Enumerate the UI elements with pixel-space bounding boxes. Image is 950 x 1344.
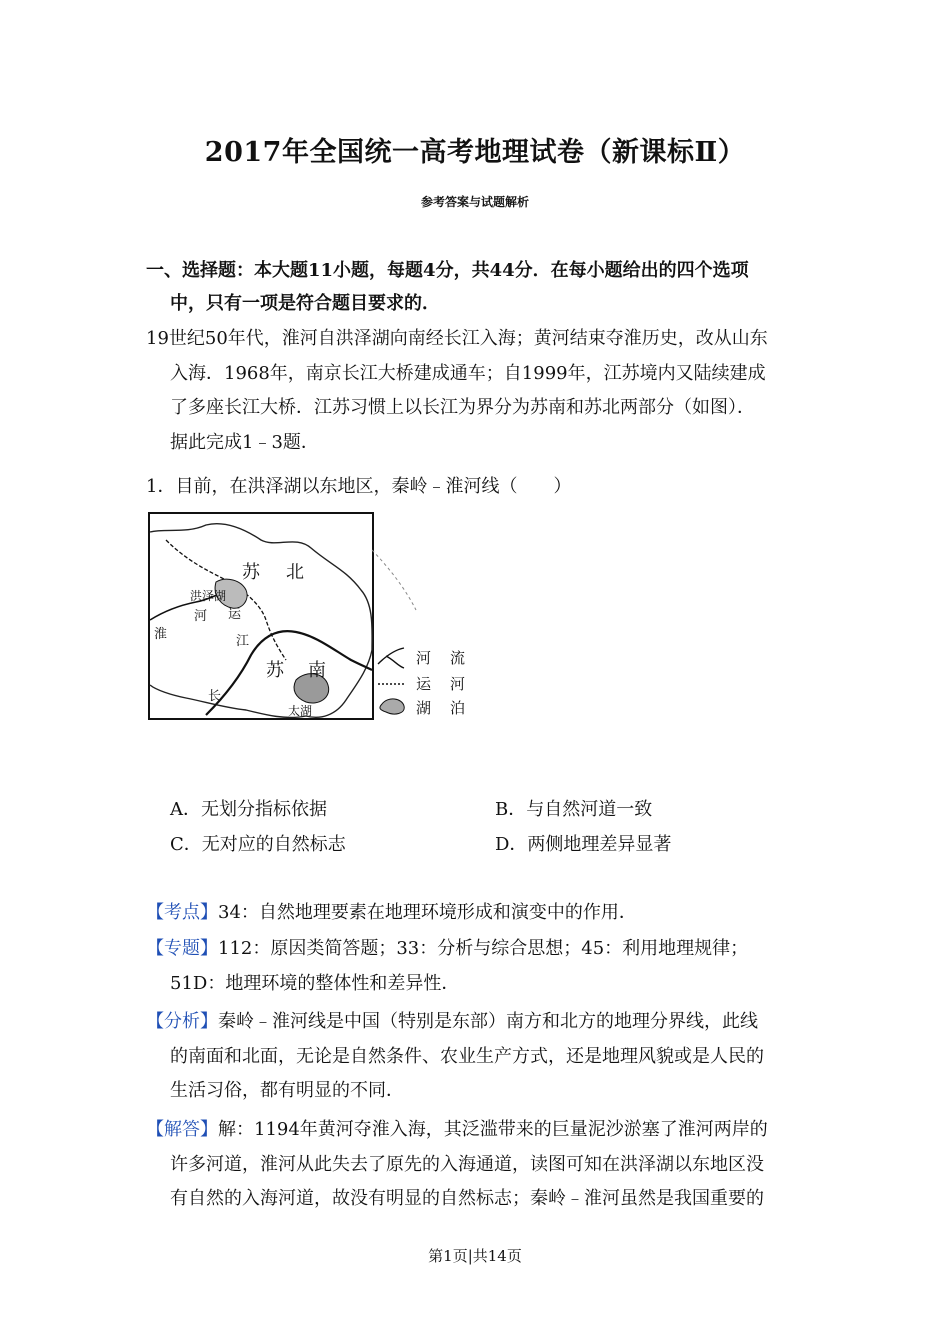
page-title: 2017年全国统一高考地理试卷（新课标Ⅱ） bbox=[204, 137, 746, 168]
zhuanti-text: 51D：地理环境的整体性和差异性． bbox=[170, 972, 460, 994]
zhuanti-block bbox=[146, 932, 816, 1001]
label-su-north: 苏 bbox=[242, 562, 260, 583]
legend-lake-icon bbox=[380, 699, 404, 714]
label-taihu: 太湖 bbox=[288, 704, 313, 718]
legend-river-label: 流 bbox=[450, 649, 466, 667]
label-river: 河 bbox=[194, 609, 208, 624]
label-chang: 长 bbox=[208, 689, 222, 704]
section-heading bbox=[146, 254, 816, 320]
intro-line: 入海．1968年，南京长江大桥建成通车；自1999年，江苏境内又陆续建成 bbox=[170, 362, 766, 384]
legend-canal-label: 运 bbox=[416, 675, 432, 693]
label-jiang: 江 bbox=[236, 634, 250, 649]
jieda-text: 许多河道，淮河从此失去了原先的入海通道，读图可知在洪泽湖以东地区没 bbox=[170, 1153, 764, 1175]
label-su-north: 北 bbox=[286, 562, 304, 583]
label-yun: 运 bbox=[228, 607, 242, 622]
fenxi-block bbox=[146, 1005, 816, 1109]
legend-lake-label: 湖 bbox=[416, 699, 432, 717]
fenxi-text: 生活习俗，都有明显的不同． bbox=[170, 1080, 404, 1101]
kaodian-tag: 【考点】 bbox=[146, 902, 218, 923]
option-c[interactable]: C．无对应的自然标志 bbox=[170, 834, 346, 855]
option-b[interactable]: B．与自然河道一致 bbox=[495, 799, 653, 820]
label-su-south: 苏 bbox=[266, 660, 284, 681]
fenxi-text: 秦岭﹣淮河线是中国（特别是东部）南方和北方的地理分界线，此线 bbox=[218, 1011, 758, 1032]
fenxi-tag: 【分析】 bbox=[146, 1011, 218, 1032]
label-su-south: 南 bbox=[308, 660, 326, 681]
kaodian-text: 34：自然地理要素在地理环境形成和演变中的作用． bbox=[218, 902, 637, 923]
intro-line: 19世纪50年代，淮河自洪泽湖向南经长江入海；黄河结束夺淮历史，改从山东 bbox=[146, 328, 768, 349]
label-hongze: 洪泽湖 bbox=[190, 589, 227, 603]
question-stem bbox=[146, 470, 816, 505]
legend-river-icon bbox=[378, 648, 404, 668]
question-text: 1．目前，在洪泽湖以东地区，秦岭﹣淮河线（ ） bbox=[146, 476, 572, 497]
intro-line: 据此完成1﹣3题． bbox=[170, 431, 319, 453]
page-subtitle: 参考答案与试题解析 bbox=[420, 195, 529, 209]
intro-paragraph bbox=[146, 322, 816, 460]
yangtze-river bbox=[206, 631, 372, 715]
legend-canal-label: 河 bbox=[450, 675, 466, 693]
jieda-tag: 【解答】 bbox=[146, 1119, 218, 1140]
fenxi-text: 的南面和北面，无论是自然条件、农业生产方式，还是地理风貌或是人民的 bbox=[170, 1045, 764, 1067]
zhuanti-tag: 【专题】 bbox=[146, 938, 218, 959]
jieda-text: 解：1194年黄河夺淮入海，其泛滥带来的巨量泥沙淤塞了淮河两岸的 bbox=[218, 1119, 768, 1140]
option-d[interactable]: D．两侧地理差异显著 bbox=[495, 834, 672, 855]
option-a[interactable]: A．无划分指标依据 bbox=[170, 799, 327, 820]
map-frame bbox=[149, 513, 373, 719]
legend-river-label: 河 bbox=[416, 649, 432, 667]
kaodian-block bbox=[146, 896, 816, 931]
label-huai: 淮 bbox=[154, 627, 168, 642]
intro-line: 了多座长江大桥．江苏习惯上以长江为界分为苏南和苏北两部分（如图）． bbox=[170, 397, 755, 418]
section-heading-line1: 一、选择题：本大题11小题，每题4分，共44分．在每小题给出的四个选项 bbox=[146, 260, 749, 281]
boundary-dashed bbox=[372, 550, 416, 610]
section-heading-line2: 中，只有一项是符合题目要求的． bbox=[170, 293, 440, 314]
jieda-text: 有自然的入海河道，故没有明显的自然标志；秦岭﹣淮河虽然是我国重要的 bbox=[170, 1188, 764, 1209]
page-footer: 第1页|共14页 bbox=[428, 1247, 522, 1265]
zhuanti-text: 112：原因类简答题；33：分析与综合思想；45：利用地理规律； bbox=[218, 938, 749, 959]
legend-lake-label: 泊 bbox=[450, 699, 466, 717]
jieda-block bbox=[146, 1113, 816, 1217]
jiangsu-map bbox=[146, 510, 476, 770]
province-boundary bbox=[150, 524, 372, 718]
